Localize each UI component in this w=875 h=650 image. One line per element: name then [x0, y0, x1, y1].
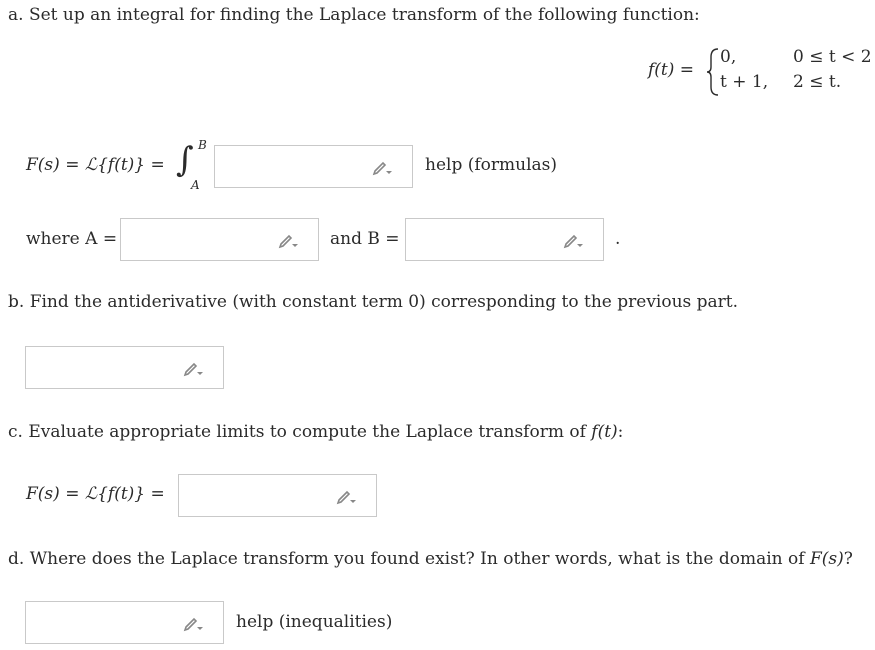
part-d-qmark: ? — [843, 549, 853, 569]
part-d-fn: F(s) — [809, 549, 844, 569]
transform-lhs-c: F(s) = ℒ{f(t)} = — [26, 484, 165, 504]
lower-limit: A — [191, 178, 200, 192]
case-2-expr: t + 1, — [720, 72, 769, 92]
laplace-result-input[interactable] — [178, 474, 377, 517]
integrand-input[interactable] — [214, 145, 413, 188]
case-2-condition: 2 ≤ t. — [793, 72, 842, 92]
help-formulas-link[interactable]: help (formulas) — [425, 155, 558, 175]
transform-lhs: F(s) = ℒ{f(t)} = — [26, 155, 165, 175]
antiderivative-input[interactable] — [25, 346, 224, 389]
help-inequalities-link[interactable]: help (inequalities) — [236, 612, 393, 632]
a-input[interactable] — [120, 218, 319, 261]
pencil-dropdown-icon[interactable] — [336, 489, 358, 505]
case-1-expr: 0, — [720, 47, 737, 67]
part-c-colon: : — [617, 422, 624, 442]
pencil-dropdown-icon[interactable] — [563, 233, 585, 249]
part-c-prompt — [8, 422, 623, 442]
period: . — [615, 229, 621, 249]
integral-sign: ∫ — [176, 140, 194, 180]
left-brace — [706, 47, 720, 97]
part-a-prompt: a. Set up an integral for finding the Laplace transform of the following function: — [8, 5, 700, 25]
part-b-prompt: b. Find the antiderivative (with constant term 0) corresponding to the previous part. — [8, 292, 739, 312]
pencil-dropdown-icon[interactable] — [183, 361, 205, 377]
part-c-prompt-text: c. Evaluate appropriate limits to compute the Laplace transform of — [8, 422, 592, 442]
upper-limit: B — [198, 138, 207, 152]
part-c-fn: f(t) — [591, 422, 618, 442]
case-1-condition: 0 ≤ t < 2 — [793, 47, 872, 67]
where-a-text: where A = — [26, 229, 118, 249]
pencil-dropdown-icon[interactable] — [278, 233, 300, 249]
part-d-prompt-text: d. Where does the Laplace transform you found exist? In other words, what is the domain of — [8, 549, 810, 569]
where-a-label — [26, 229, 117, 249]
pencil-dropdown-icon[interactable] — [372, 160, 394, 176]
b-input[interactable] — [405, 218, 604, 261]
part-d-prompt — [8, 549, 853, 569]
and-b-label: and B = — [330, 229, 400, 249]
domain-input[interactable] — [25, 601, 224, 644]
pencil-dropdown-icon[interactable] — [183, 616, 205, 632]
function-lhs: f(t) = — [648, 60, 695, 80]
